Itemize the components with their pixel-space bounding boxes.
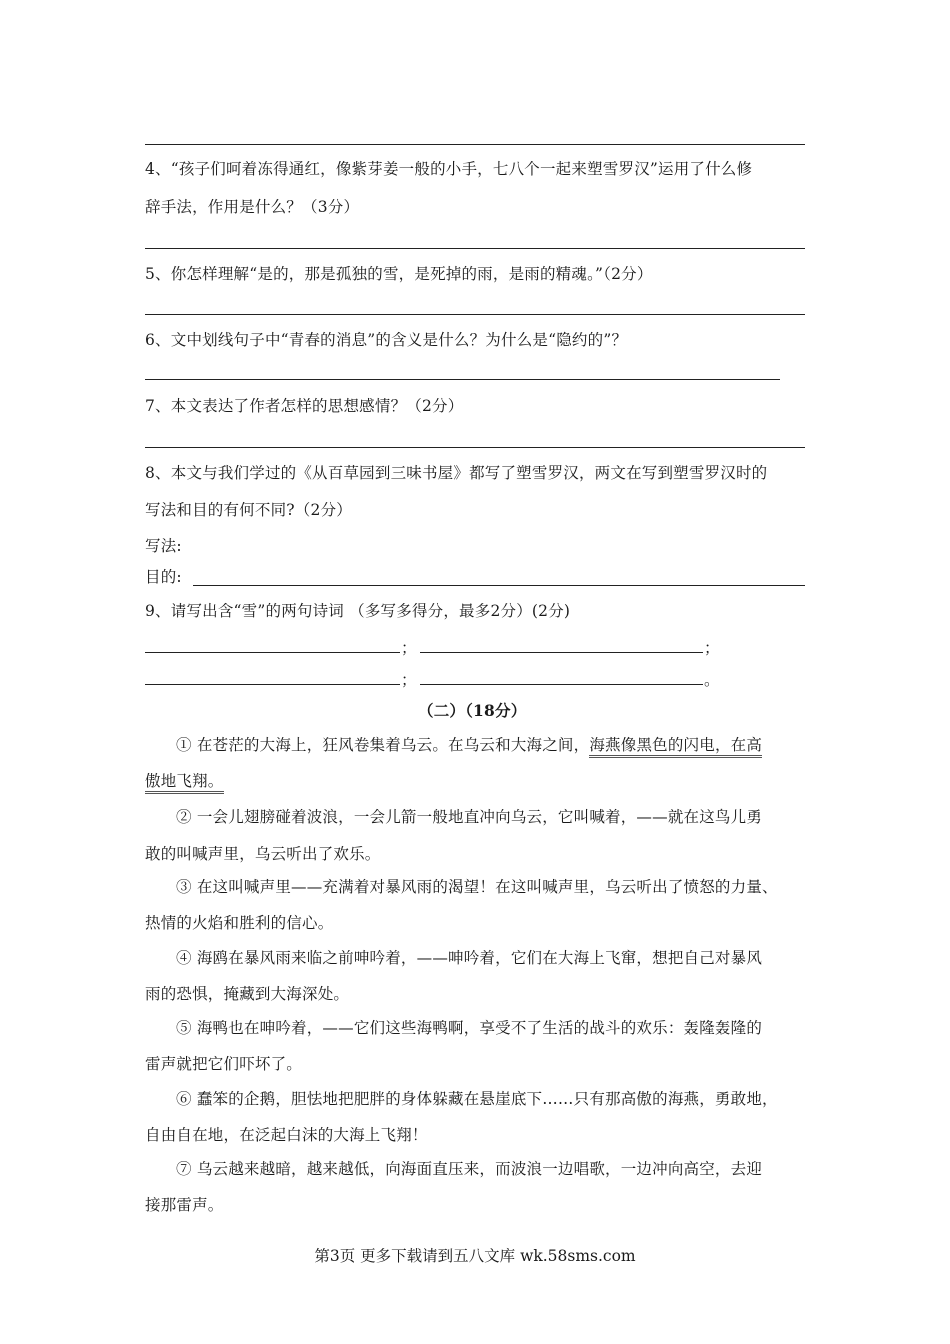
underlined-sentence: 海燕像黑色的闪电，在高 [589,736,762,758]
question-6: 6、文中划线句子中“青春的消息”的含义是什么？为什么是“隐约的”？ [145,331,628,349]
underlined-sentence: 傲地飞翔。 [145,772,224,794]
end-mark: 。 [704,671,720,689]
question-4-line2: 辞手法，作用是什么？（3分） [145,198,360,216]
paragraph-5-line2: 雷声就把它们吓坏了。 [145,1055,303,1073]
answer-line [145,379,780,380]
paragraph-7-line2: 接那雷声。 [145,1196,224,1214]
paragraph-7-line1: ⑦ 乌云越来越暗，越来越低，向海面直压来，而波浪一边唱歌，一边冲向高空，去迎 [176,1160,763,1178]
paragraph-4-line1: ④ 海鸥在暴风雨来临之前呻吟着，——呻吟着，它们在大海上飞窜，想把自己对暴风 [176,949,763,967]
answer-line [420,684,703,685]
paragraph-3-line1: ③ 在这叫喊声里——充满着对暴风雨的渴望！在这叫喊声里，乌云听出了愤怒的力量、 [176,878,778,896]
question-8-line1: 8、本文与我们学过的《从百草园到三味书屋》都写了塑雪罗汉，两文在写到塑雪罗汉时的 [145,464,768,482]
page-footer: 第3页 更多下载请到五八文库 wk.58sms.com [314,1247,636,1265]
paragraph-1-text: ① 在苍茫的大海上，狂风卷集着乌云。在乌云和大海之间， [176,736,590,754]
separator: ； [401,639,417,657]
answer-line [145,314,805,315]
separator: ； [401,671,417,689]
answer-line [145,652,400,653]
paragraph-3-line2: 热情的火焰和胜利的信心。 [145,914,334,932]
answer-line [145,684,400,685]
question-7: 7、本文表达了作者怎样的思想感情？（2分） [145,397,464,415]
paragraph-5-line1: ⑤ 海鸭也在呻吟着，——它们这些海鸭啊，享受不了生活的战斗的欢乐：轰隆轰隆的 [176,1019,763,1037]
question-8-purpose-label: 目的: [145,568,182,586]
paragraph-6-line2: 自由自在地，在泛起白沫的大海上飞翔！ [145,1126,428,1144]
question-9: 9、请写出含“雪”的两句诗词 （多写多得分，最多2分）(2分) [145,602,571,620]
answer-line [145,447,805,448]
paragraph-1-line1 [176,734,762,756]
section-heading: （二）（18分） [418,701,527,720]
paragraph-1-line2 [145,770,224,792]
answer-line [193,585,805,586]
answer-line [420,652,703,653]
question-8-method-label: 写法: [145,537,182,555]
question-8-line2: 写法和目的有何不同?（2分） [145,501,352,519]
paragraph-2-line2: 敢的叫喊声里，乌云听出了欢乐。 [145,845,381,863]
separator: ； [704,639,720,657]
question-4-line1: 4、“孩子们呵着冻得通红，像紫芽姜一般的小手，七八个一起来塑雪罗汉”运用了什么修 [145,160,753,178]
answer-line [145,144,805,145]
answer-line [145,248,805,249]
question-5: 5、你怎样理解“是的，那是孤独的雪，是死掉的雨，是雨的精魂。”（2分） [145,265,653,283]
paragraph-6-line1: ⑥ 蠢笨的企鹅，胆怯地把肥胖的身体躲藏在悬崖底下……只有那高傲的海燕，勇敢地， [176,1090,778,1108]
paragraph-2-line1: ② 一会儿翅膀碰着波浪，一会儿箭一般地直冲向乌云，它叫喊着，——就在这鸟儿勇 [176,808,763,826]
paragraph-4-line2: 雨的恐惧，掩藏到大海深处。 [145,985,350,1003]
